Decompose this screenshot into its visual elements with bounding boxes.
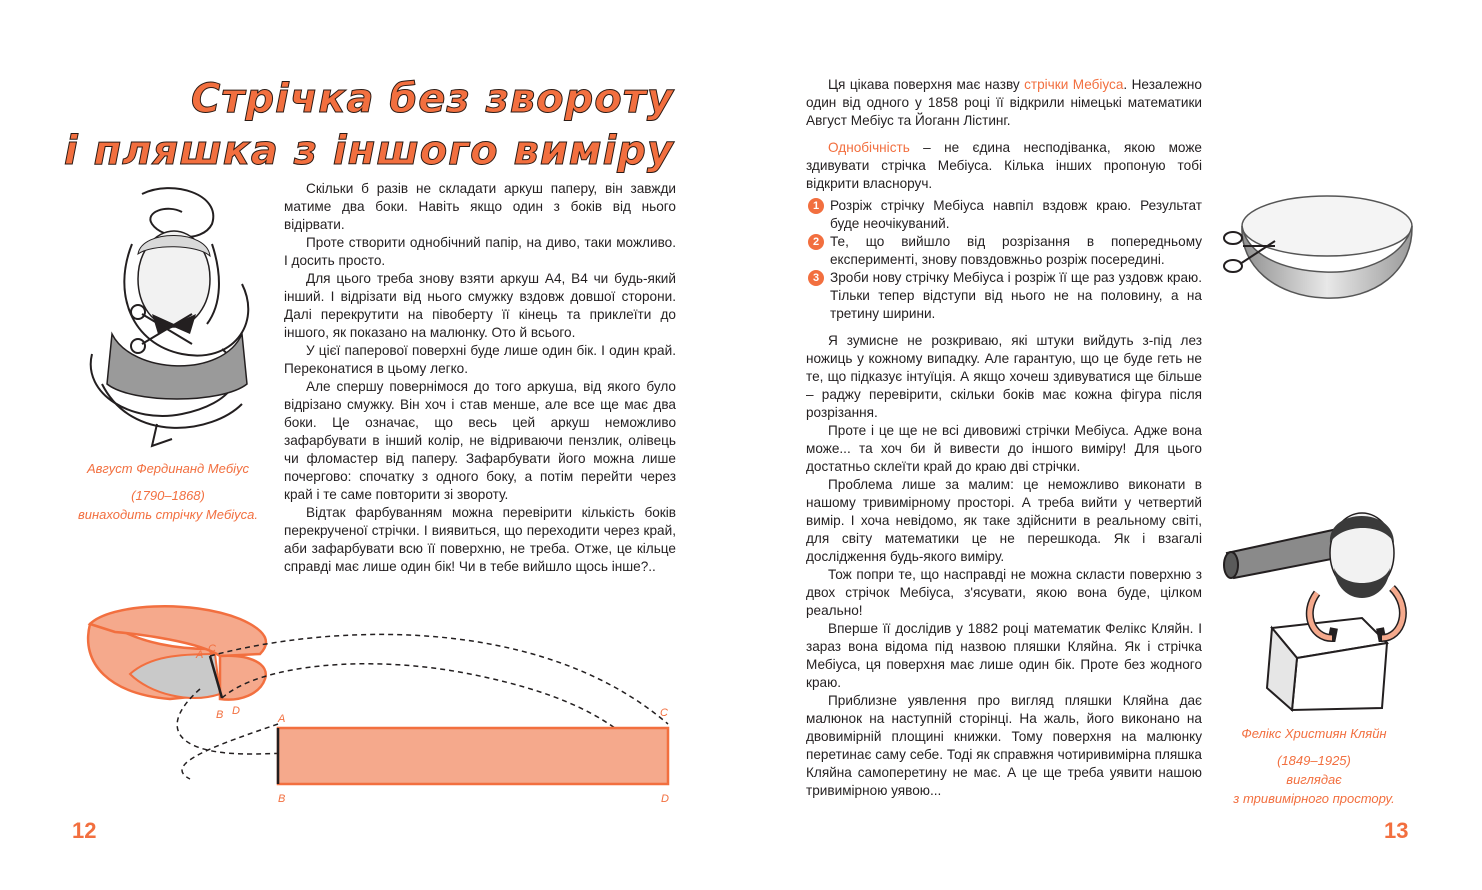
- page-number-right: 13: [1384, 818, 1409, 843]
- label-d-ring: D: [232, 705, 240, 717]
- mobius-caption: [68, 459, 268, 524]
- klein-caption: [1215, 724, 1413, 808]
- p1-before: Ця цікава поверхня має назву: [828, 77, 1025, 92]
- title-line-1: Стрічка без звороту: [190, 76, 674, 122]
- paragraph: Відтак фарбуванням можна перевірити кількість боків перекрученої стрічки. І виявиться, що переходити через край, аби зафарбувати всю її поверхню, не треба. Отже, це кільце справді має лише один бік! Чи в тебе вийшло щось інше?..: [284, 505, 676, 574]
- paragraph: Я зумисне не розкриваю, які штуки вийдуть з-під лез ножиць у кожному випадку. Але гарантую, що це буде геть не те, що підказує інтуїція. А якщо хочеш здивуватися ще більше – раджу перевірити, скільки боків має кожна фігура після розрізання.: [806, 333, 1202, 420]
- paragraph: У цієї паперової поверхні буде лише один бік. І один край. Переконатися в цьому легко.: [284, 343, 676, 376]
- caption-note-2: з тривимірного простору.: [1233, 791, 1395, 806]
- label-d-strip: D: [661, 793, 669, 805]
- ring-twist: [220, 656, 266, 700]
- label-a-ring: A: [196, 649, 204, 661]
- paragraph: [806, 76, 1202, 130]
- flat-strip: [278, 728, 668, 784]
- caption-note: винаходить стрічку Мебіуса.: [77, 507, 259, 522]
- klein-portrait-illustration: [1222, 498, 1422, 713]
- step-item: [806, 269, 1202, 323]
- paragraph: Тож попри те, що насправді не можна скласти поверхню з двох стрічок Мебіуса, з'ясувати, якою вона буде, цілком реально!: [806, 567, 1202, 618]
- step-number-badge: 2: [808, 234, 824, 250]
- label-b-ring: B: [216, 709, 224, 721]
- step-text: Те, що вийшло від розрізання в попередньому експерименті, знову повздовжньо розріж посередині.: [830, 234, 1202, 267]
- step-number-badge: 3: [808, 270, 824, 286]
- step-item: [806, 197, 1202, 233]
- p1-after: . Незалежно один від одного у 1858 році її відкрили німецькі математики Август Мебіус та Йоганн Лістинг.: [806, 77, 1202, 128]
- right-body-text: [806, 76, 1202, 800]
- paragraph: Проте і це ще не всі дивовижі стрічки Мебіуса. Адже вона може... та хоч би й вивести до іншого виміру! Для цього достатньо склеїти край до краю дві стрічки.: [806, 423, 1202, 474]
- paragraph: Проте створити однобічний папір, на диво, таки можливо. І досить просто.: [284, 235, 676, 268]
- scissors-strip-illustration: [1215, 186, 1420, 316]
- highlight-one-sidedness: Однобічність: [828, 140, 910, 155]
- label-a-strip: A: [278, 713, 286, 725]
- paragraph: Для цього треба знову взяти аркуш А4, В4 чи будь-який інший. І відрізати від нього смужку вздовж довшої сторони. Далі перекрутити на півоберту її кінець та приклеїти до іншого, як показано на малюнку. Ото й всього.: [284, 271, 676, 340]
- left-body-text: [284, 180, 676, 576]
- experiment-steps: [806, 197, 1202, 323]
- paragraph: Приблизне уявлення про вигляд пляшки Кляйна дає малюнок на наступній сторінці. На жаль, його виконано на двовимірній площині книжки. Тому поверхня на малюнку перетинає саму себе. Тоді як справжня чотиривимірна пляшка Кляйна самоперетину не має. А це ще треба уявити нашою тривимірною уявою...: [806, 693, 1202, 798]
- label-c-strip: C: [660, 707, 668, 719]
- highlight-mobius-strip: стрічки Мебіуса: [1024, 77, 1124, 92]
- label-b-strip: B: [278, 793, 286, 805]
- paragraph: Вперше її дослідив у 1882 році математик Фелікс Кляйн. І зараз вона відома під назвою пляшки Кляйна. Як і стрічка Мебіуса, ця поверхня має лише один бік. Проте без жодного краю.: [806, 621, 1202, 690]
- p2-after: – не єдина несподіванка, якою може здивувати стрічка Мебіуса. Кілька інших пропоную тобі відкрити власноруч.: [806, 140, 1202, 191]
- mobius-portrait-illustration: [72, 184, 272, 454]
- step-text: Зроби нову стрічку Мебіуса і розріж її ще раз уздовж краю. Тільки тепер відступи від нього не на половину, а на третину ширини.: [830, 270, 1202, 321]
- title-line-2: і пляшка з іншого виміру: [63, 128, 674, 174]
- paragraph: [806, 139, 1202, 193]
- paragraph: Але спершу повернімося до того аркуша, від якого було відрізано смужку. Він хоч і став менше, але все ще має два боки. Це означає, що весь цей аркуш неможливо зафарбувати в інший колір, не відриваючи пензлик, олівець чи фломастер від паперу. Зафарбувати його можна лише почергово: спочатку з одного боку, а потім перейти через край і те саме повторити зі звороту.: [284, 379, 676, 502]
- caption-years: (1790–1868): [131, 488, 205, 503]
- caption-note-1: виглядає: [1286, 772, 1342, 787]
- caption-years: (1849–1925): [1277, 753, 1351, 768]
- label-c-ring: C: [208, 643, 216, 655]
- telescope-body: [1227, 528, 1347, 578]
- step-item: [806, 233, 1202, 269]
- paragraph: Проблема лише за малим: це неможливо виконати в нашому тривимірному просторі. А треба вийти у четвертий вимір. І хоча невідомо, як таке здійснити в реальному світі, для світу математики це не перешкода. Як і взагалі дослідження будь-якого виміру.: [806, 477, 1202, 564]
- caption-name: Фелікс Християн Кляйн: [1241, 726, 1387, 741]
- step-text: Розріж стрічку Мебіуса навпіл вздовж краю. Результат буде неочікуваний.: [830, 198, 1202, 231]
- caption-name: Август Фердинанд Мебіус: [86, 461, 250, 476]
- page-number-left: 12: [72, 818, 97, 843]
- step-number-badge: 1: [808, 198, 824, 214]
- mobius-strip-diagram: [70, 594, 690, 809]
- paragraph: Скільки б разів не складати аркуш паперу, він завжди матиме два боки. Навіть якщо один з боків від нього відірвати.: [284, 181, 676, 232]
